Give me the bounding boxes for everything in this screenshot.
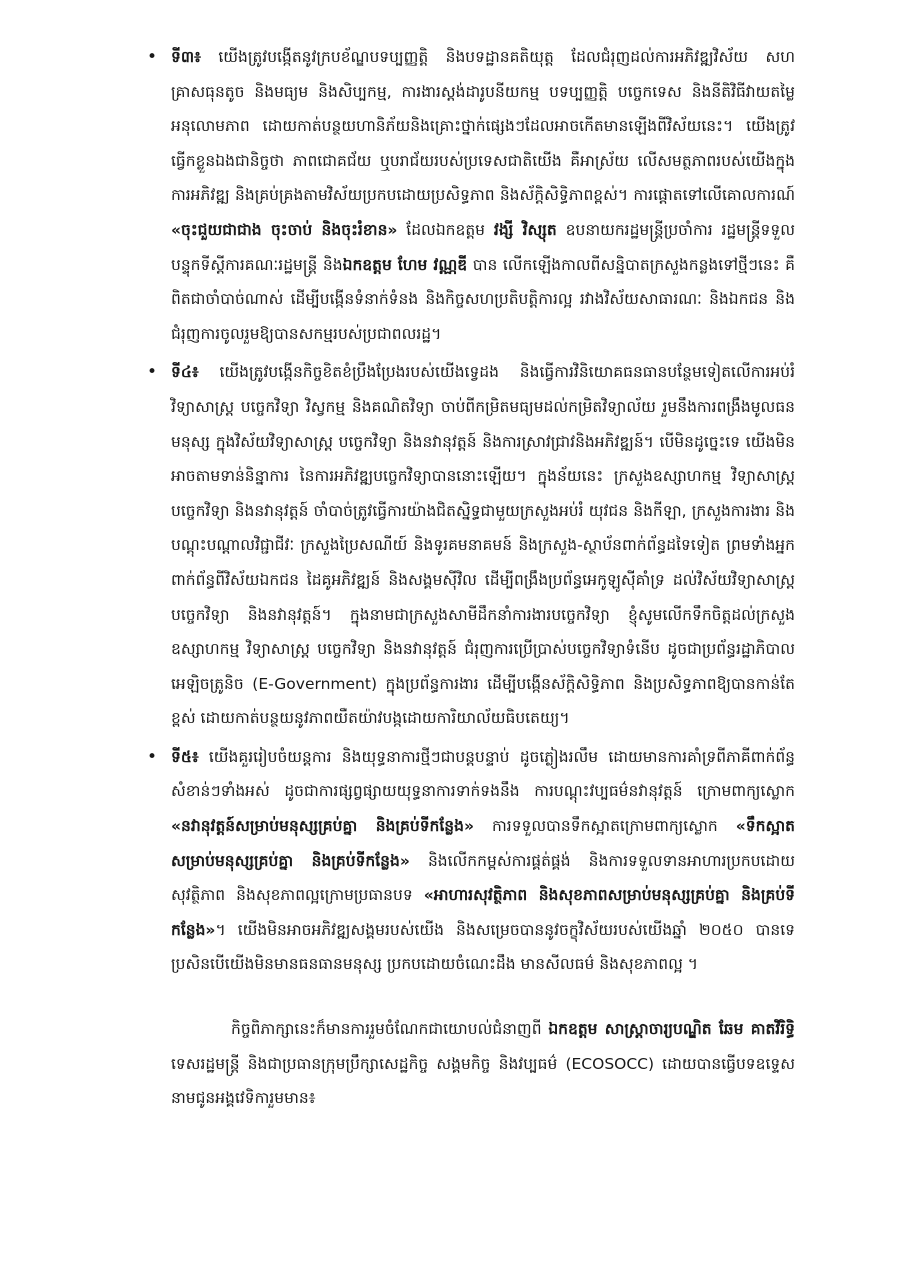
point-text-bold: «អាហារសុវត្ថិភាព និងសុខភាពសម្រាប់មនុស្សគ្រប់គ្នា និងគ្រប់ទីកន្លែង» [171, 886, 795, 939]
point-text-bold: «នវានុវត្តន៍សម្រាប់មនុស្សគ្រប់គ្នា និងគ្រប់ទីកន្លែង» [171, 817, 474, 836]
point-lead: ទី៣៖ [171, 48, 201, 66]
point-text: បាន លើកឡើងកាលពីសន្និបាតក្រសួងកន្លងទៅថ្មីៗនេះ គឺពិតជាចាំបាច់ណាស់ ដើម្បីបង្កើនទំនាក់ទំនង និងកិច្ចសហប្រតិបត្តិការល្អ រវាងវិស័យសាធារណៈ និងឯកជន និងជំរុញការចូលរួមឱ្យបានសកម្មរបស់ប្រជាពលរដ្ឋ។ [171, 255, 795, 343]
points-list [115, 40, 795, 982]
point-text-bold: វង្សី វិស្សុត [493, 220, 557, 239]
point-text: យើងត្រូវបង្កើនកិច្ចខិតខំប្រឹងប្រែងរបស់យើងទ្វេដង និងធ្វើការវិនិយោគធនធានបន្ថែមទៀតលើការអប់រំវិទ្យាសាស្ត្រ បច្ចេកវិទ្យា វិស្វកម្ម និងគណិតវិទ្យា ចាប់ពីកម្រិតមធ្យមដល់កម្រិតវិទ្យាល័យ រួមនឹងការពង្រឹងមូលធនមនុស្ស ក្នុងវិស័យវិទ្យាសាស្ត្រ បច្ចេកវិទ្យា និងនវានុវត្តន៍ និងការស្រាវជ្រាវនិងអភិវឌ្ឍន៍។ បើមិនដូច្នេះទេ យើងមិនអាចតាមទាន់និន្នាការ នៃការអភិវឌ្ឍបច្ចេកវិទ្យាបាននោះឡើយ។ ក្នុងន័យនេះ ក្រសួងឧស្សាហកម្ម វិទ្យាសាស្ត្រ បច្ចេកវិទ្យា និងនវានុវត្តន៍ ចាំបាច់ត្រូវធ្វើការយ៉ាងជិតស្និទ្ធជាមួយក្រសួងអប់រំ យុវជន និងកីឡា, ក្រសួងការងារ និងបណ្តុះបណ្តាលវិជ្ជាជីវៈ ក្រសួងប្រៃសណីយ៍ និងទូរគមនាគមន៍ និងក្រសួង-ស្ថាប័នពាក់ព័ន្ធដទៃទៀត ព្រមទាំងអ្នកពាក់ព័ន្ធពីវិស័យឯកជន ដៃគូអភិវឌ្ឍន៍ និងសង្គមស៊ីវិល ដើម្បីពង្រឹងប្រព័ន្ធអេកូឡូស៊ីគាំទ្រ ដល់វិស័យវិទ្យាសាស្ត្រ បច្ចេកវិទ្យា និងនវានុវត្តន៍។ ក្នុងនាមជាក្រសួងសាមីដឹកនាំការងារបច្ចេកវិទ្យា ខ្ញុំសូមលើកទឹកចិត្តដល់ក្រសួងឧស្សាហកម្ម វិទ្យាសាស្ត្រ បច្ចេកវិទ្យា និងនវានុវត្តន៍ ជំរុញការប្រើប្រាស់បច្ចេកវិទ្យាទំនើប ដូចជាប្រព័ន្ធរដ្ឋាភិបាលអេឡិចត្រូនិច (E-Government) ក្នុងប្រព័ន្ធការងារ ដើម្បីបង្កើនស័ក្តិសិទ្ធិភាព និងប្រសិទ្ធភាពឱ្យបានកាន់តែខ្ពស់ ដោយកាត់បន្ថយនូវភាពយឺតយ៉ាវបង្កដោយការិយាល័យធិបតេយ្យ។ [171, 363, 795, 728]
point-text-bold: «ទឹកស្អាតសម្រាប់មនុស្សគ្រប់គ្នា និងគ្រប់ទីកន្លែង» [171, 817, 795, 870]
point-lead: ទី៥៖ [171, 747, 199, 766]
point-text: យើងគួររៀបចំយន្តការ និងយុទ្ធនាការថ្មីៗជាបន្តបន្ទាប់ ដូចភ្លៀងរលឹម ដោយមានការគាំទ្រពីភាគីពាក់ព័ន្ធសំខាន់ៗទាំងអស់ ដូចជាការផ្សព្វផ្សាយយុទ្ធនាការទាក់ទងនឹង ការបណ្តុះវប្បធម៌នវានុវត្តន៍ ក្រោមពាក្យស្លោក [171, 747, 795, 801]
point-text: ។ យើងមិនអាចអភិវឌ្ឍសង្គមរបស់យើង និងសម្រេចបាននូវចក្ខុវិស័យរបស់យើងឆ្នាំ ២០៥០ បានទេ ប្រសិនបើយើងមិនមានធនធានមនុស្ស ប្រកបដោយចំណេះដឹង មានសីលធម៌ និងសុខភាពល្អ ។ [171, 920, 795, 974]
list-item-point-3 [115, 40, 795, 351]
bullet-icon: • [147, 362, 158, 383]
closing-paragraph [171, 1012, 795, 1116]
point-text: ដែលឯកឧត្តម [397, 220, 494, 239]
point-text: យើងត្រូវបង្កើតនូវក្របខ័ណ្ឌបទប្បញ្ញត្តិ និងបទដ្ឋានគតិយុត្ត ដែលជំរុញដល់ការអភិវឌ្ឍវិស័យ សហគ្រាសធុនតូច និងមធ្យម និងសិប្បកម្ម, ការងារស្តង់ដារូបនីយកម្ម បទប្បញ្ញត្តិ បច្ចេកទេស និងនីតិវិធីវាយតម្លៃអនុលោមភាព ដោយកាត់បន្ថយហានិភ័យនិងគ្រោះថ្នាក់ផ្សេងៗដែលអាចកើតមានឡើងពីវិស័យនេះ។ យើងត្រូវធ្វើកខ្លួនឯងជានិច្ចថា ភាពជោគជ័យ ឬបរាជ័យរបស់ប្រទេសជាតិយើង គឺអាស្រ័យ លើសមត្ថភាពរបស់យើងក្នុងការអភិវឌ្ឍ និងគ្រប់គ្រងតាមវិស័យប្រកបដោយប្រសិទ្ធភាព និងស័ក្តិសិទ្ធិភាពខ្ពស់។ ការផ្តោតទៅលើគោលការណ៍ [171, 48, 795, 205]
point-lead: ទី៤៖ [171, 363, 199, 382]
list-item-point-5 [115, 740, 795, 982]
list-item-point-4 [115, 355, 795, 736]
point-text: ឧបនាយករដ្ឋមន្ត្រីប្រចាំការ រដ្ឋមន្ត្រីទទួលបន្ទុកទីស្តីការគណៈរដ្ឋមន្ត្រី និង [171, 220, 795, 274]
point-text-bold: «ចុះជួយជាជាង ចុះចាប់ និងចុះរំខាន» [171, 220, 398, 239]
bullet-icon: • [147, 746, 158, 767]
point-text: ការទទួលបានទឹកស្អាតក្រោមពាក្យស្លោក [473, 817, 736, 836]
point-text: និងលើកកម្ពស់ការផ្គត់ផ្គង់ និងការទទួលទានអាហារប្រកបដោយសុវត្ថិភាព និងសុខភាពល្អក្រោមប្រធានបទ [171, 851, 795, 905]
closing-text: ទេសរដ្ឋមន្ត្រី និងជាប្រធានក្រុមប្រឹក្សាសេដ្ឋកិច្ច សង្គមកិច្ច និងវប្បធម៌ (ECOSOCC) ដោយបានធ្វើបទឧទ្ទេសនាមជូនអង្គវេទិការួមមាន៖ [171, 1054, 795, 1108]
closing-text: កិច្ចពិភាក្សានេះក៏មានការរួមចំណែកជាយោបល់ជំនាញពី [231, 1020, 549, 1039]
bullet-icon: • [147, 47, 158, 67]
closing-text-bold: ឯកឧត្តម សាស្ត្រាចារ្យបណ្ឌិត ឆែម គាតវិរិទ្ធិ [548, 1020, 795, 1039]
point-text-bold: ឯកឧត្តម ហែម វណ្ណឌី [342, 255, 468, 274]
